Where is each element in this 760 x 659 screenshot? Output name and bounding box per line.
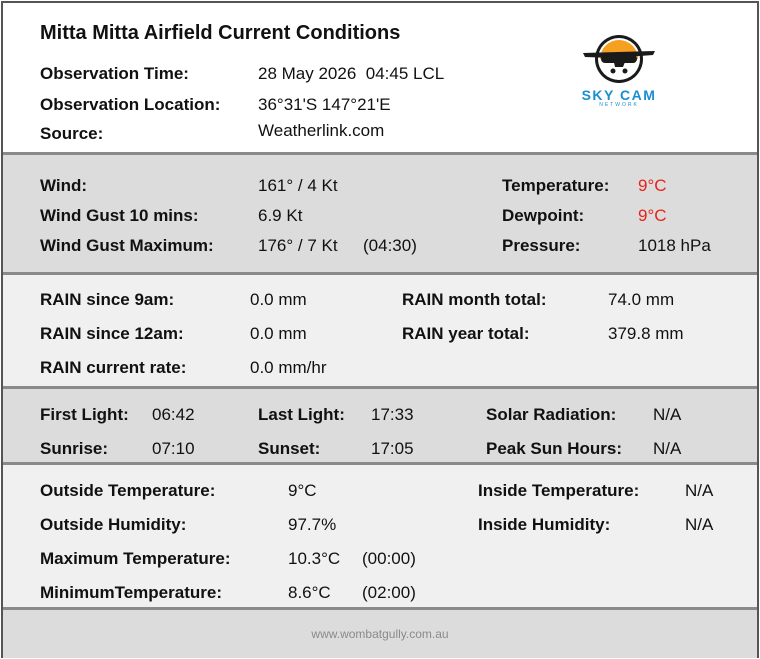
- temperature-label: Temperature:: [502, 176, 610, 195]
- gust10-label: Wind Gust 10 mins:: [40, 206, 199, 225]
- obs-time-label: Observation Time:: [40, 64, 189, 83]
- rain-month-label: RAIN month total:: [402, 290, 547, 309]
- last-light-label: Last Light:: [258, 405, 345, 424]
- sunset-label: Sunset:: [258, 439, 321, 458]
- min-temp-label: MinimumTemperature:: [40, 583, 222, 602]
- sunset-value: 17:05: [371, 439, 414, 458]
- sun-section: [3, 389, 757, 462]
- weather-panel: [1, 1, 759, 658]
- logo-text: SKY CAM: [581, 87, 657, 103]
- obs-location-label: Observation Location:: [40, 95, 221, 114]
- outside-temp-label: Outside Temperature:: [40, 481, 216, 500]
- wind-value: 161° / 4 Kt: [258, 176, 338, 195]
- obs-time-value: 28 May 2026 04:45 LCL: [258, 64, 445, 83]
- inside-humidity-value: N/A: [685, 515, 714, 534]
- solar-radiation-label: Solar Radiation:: [486, 405, 617, 424]
- footer-link[interactable]: www.wombatgully.com.au: [311, 627, 449, 641]
- rain-9am-value: 0.0 mm: [250, 290, 307, 309]
- rain-12am-value: 0.0 mm: [250, 324, 307, 343]
- inside-temp-value: N/A: [685, 481, 714, 500]
- gustmax-time: (04:30): [363, 236, 417, 255]
- gustmax-label: Wind Gust Maximum:: [40, 236, 214, 255]
- inside-humidity-label: Inside Humidity:: [478, 515, 611, 534]
- max-temp-value: 10.3°C: [288, 549, 341, 568]
- wind-section: [3, 155, 757, 272]
- rain-month-value: 74.0 mm: [608, 290, 675, 309]
- first-light-value: 06:42: [152, 405, 195, 424]
- source-value: Weatherlink.com: [258, 121, 385, 140]
- rain-rate-label: RAIN current rate:: [40, 358, 187, 377]
- temperature-value: 9°C: [638, 176, 667, 195]
- first-light-label: First Light:: [40, 405, 129, 424]
- logo-subtext: NETWORK: [599, 102, 639, 108]
- header-section: [3, 3, 757, 152]
- min-temp-time: (02:00): [362, 583, 416, 602]
- source-label: Source:: [40, 124, 104, 143]
- dewpoint-value: 9°C: [638, 206, 667, 225]
- solar-radiation-value: N/A: [653, 405, 682, 424]
- wind-label: Wind:: [40, 176, 88, 195]
- last-light-value: 17:33: [371, 405, 414, 424]
- inside-temp-label: Inside Temperature:: [478, 481, 640, 500]
- min-temp-value: 8.6°C: [288, 583, 331, 602]
- rain-12am-label: RAIN since 12am:: [40, 324, 184, 343]
- rain-year-value: 379.8 mm: [608, 324, 684, 343]
- pressure-label: Pressure:: [502, 236, 581, 255]
- obs-location-value: 36°31'S 147°21'E: [258, 95, 391, 114]
- gustmax-value: 176° / 7 Kt: [258, 236, 338, 255]
- max-temp-time: (00:00): [362, 549, 416, 568]
- temperature-section: [3, 465, 757, 607]
- outside-humidity-value: 97.7%: [288, 515, 337, 534]
- peak-sun-hours-value: N/A: [653, 439, 682, 458]
- dewpoint-label: Dewpoint:: [502, 206, 585, 225]
- sunrise-label: Sunrise:: [40, 439, 109, 458]
- peak-sun-hours-label: Peak Sun Hours:: [486, 439, 623, 458]
- rain-rate-value: 0.0 mm/hr: [250, 358, 327, 377]
- max-temp-label: Maximum Temperature:: [40, 549, 231, 568]
- outside-humidity-label: Outside Humidity:: [40, 515, 187, 534]
- outside-temp-value: 9°C: [288, 481, 317, 500]
- gust10-value: 6.9 Kt: [258, 206, 303, 225]
- rain-year-label: RAIN year total:: [402, 324, 530, 343]
- page-title: Mitta Mitta Airfield Current Conditions: [40, 22, 401, 44]
- sunrise-value: 07:10: [152, 439, 195, 458]
- rain-9am-label: RAIN since 9am:: [40, 290, 175, 309]
- rain-section: [3, 275, 757, 386]
- sky-cam-logo: [569, 31, 669, 111]
- pressure-value: 1018 hPa: [638, 236, 711, 255]
